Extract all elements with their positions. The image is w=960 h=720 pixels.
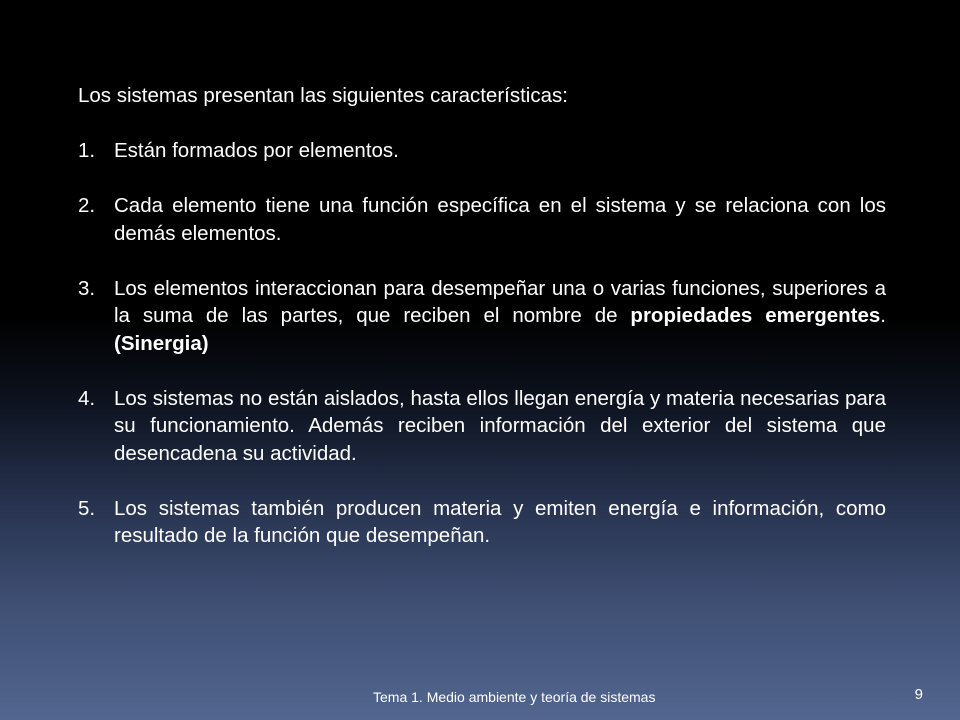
list-item-text-middle: . xyxy=(880,304,886,327)
list-item-text: Los sistemas no están aislados, hasta ellos llegan energía y materia necesarias para su funcionamiento. Además reciben información del exterior del sistema que desencadena su actividad. xyxy=(114,386,886,465)
list-item-number: 2. xyxy=(78,194,96,217)
list-item-text: Los sistemas también producen materia y emiten energía e información, como resultado de la función que desempeñan. xyxy=(114,496,886,547)
slide-content xyxy=(78,82,886,550)
list-item-5 xyxy=(78,495,886,550)
list-item-4 xyxy=(78,385,886,468)
list-item-text xyxy=(114,275,886,358)
list-item-1 xyxy=(78,137,886,165)
list-item-number: 4. xyxy=(78,386,96,410)
intro-text: Los sistemas presentan las siguientes características: xyxy=(78,84,568,107)
list-item-text: Están formados por elementos. xyxy=(114,139,399,162)
footer-title: Tema 1. Medio ambiente y teoría de sistemas xyxy=(373,689,656,705)
list-item-text-start: Los elementos interaccionan para desempeñar una o varias funciones, superiores a la suma de las partes, que reciben el nombre de xyxy=(114,276,886,327)
list-item-number: 5. xyxy=(78,496,96,520)
list-item-3 xyxy=(78,275,886,358)
list-item-2 xyxy=(78,192,886,247)
list-item-number: 3. xyxy=(78,276,96,300)
emergent-properties-term: propiedades emergentes xyxy=(630,304,881,327)
list-item-text: Cada elemento tiene una función específica en el sistema y se relaciona con los demás elementos. xyxy=(114,194,886,245)
list-item-number: 1. xyxy=(78,139,96,162)
page-number: 9 xyxy=(914,686,923,703)
synergy-note: (Sinergia) xyxy=(114,331,209,355)
